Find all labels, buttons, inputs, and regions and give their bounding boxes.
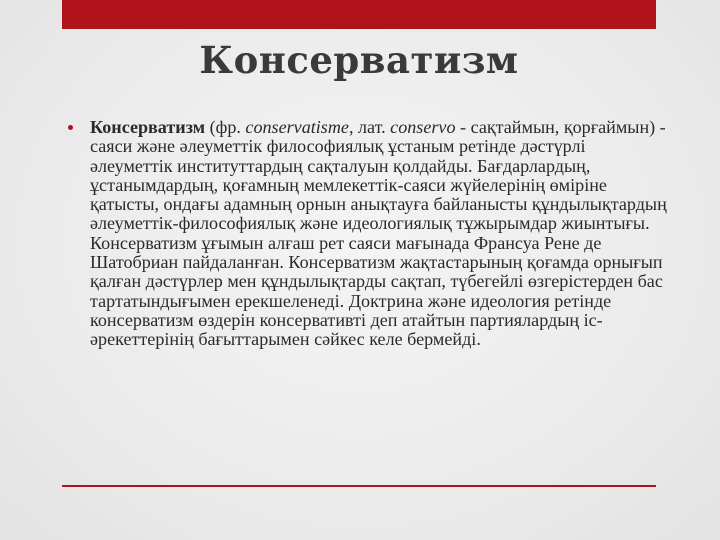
top-accent-band: [62, 0, 656, 29]
bullet-dot-icon: [68, 125, 73, 130]
bullet-fr-word: conservatisme: [245, 117, 349, 137]
bottom-divider: [62, 485, 656, 487]
bullet-text: [90, 118, 668, 350]
bullet-item: [68, 118, 668, 350]
bullet-lat-word: conservo: [390, 117, 456, 137]
bullet-body: - сақтаймын, қорғаймын) - саяси және әлеуметтік философиялық ұстаным ретінде дәстүрлі әлеуметтік институттардың сақталуын қолдайды. Бағдарлардың, ұстанымдардың, қоғамның мемлекеттік-саяси жүйелерінің өміріне қатысты, ондағы адамның орнын анықтауға байланысты құндылықтардың әлеуметтік-философиялық және идеологиялық тұжырымдар жиынтығы. Консерватизм ұғымын алғаш рет саяси мағынада Франсуа Рене де Шатобриан пайдаланған. Консерватизм жақтастарының қоғамда орнығып қалған дәстүрлер мен құндылықтарды сақтап, түбегейлі өзгерістерден бас тартатындығымен ерекшеленеді. Доктрина және идеология ретінде консерватизм өздерін консервативті деп атайтын партиялардың іс-әрекеттерінің бағыттарымен сәйкес келе бермейді.: [90, 117, 667, 350]
bullet-term: Консерватизм: [90, 117, 206, 137]
bullet-mid: , лат.: [348, 117, 391, 137]
slide-title: Консерватизм: [199, 38, 519, 82]
bullet-pre: (фр.: [205, 117, 246, 137]
